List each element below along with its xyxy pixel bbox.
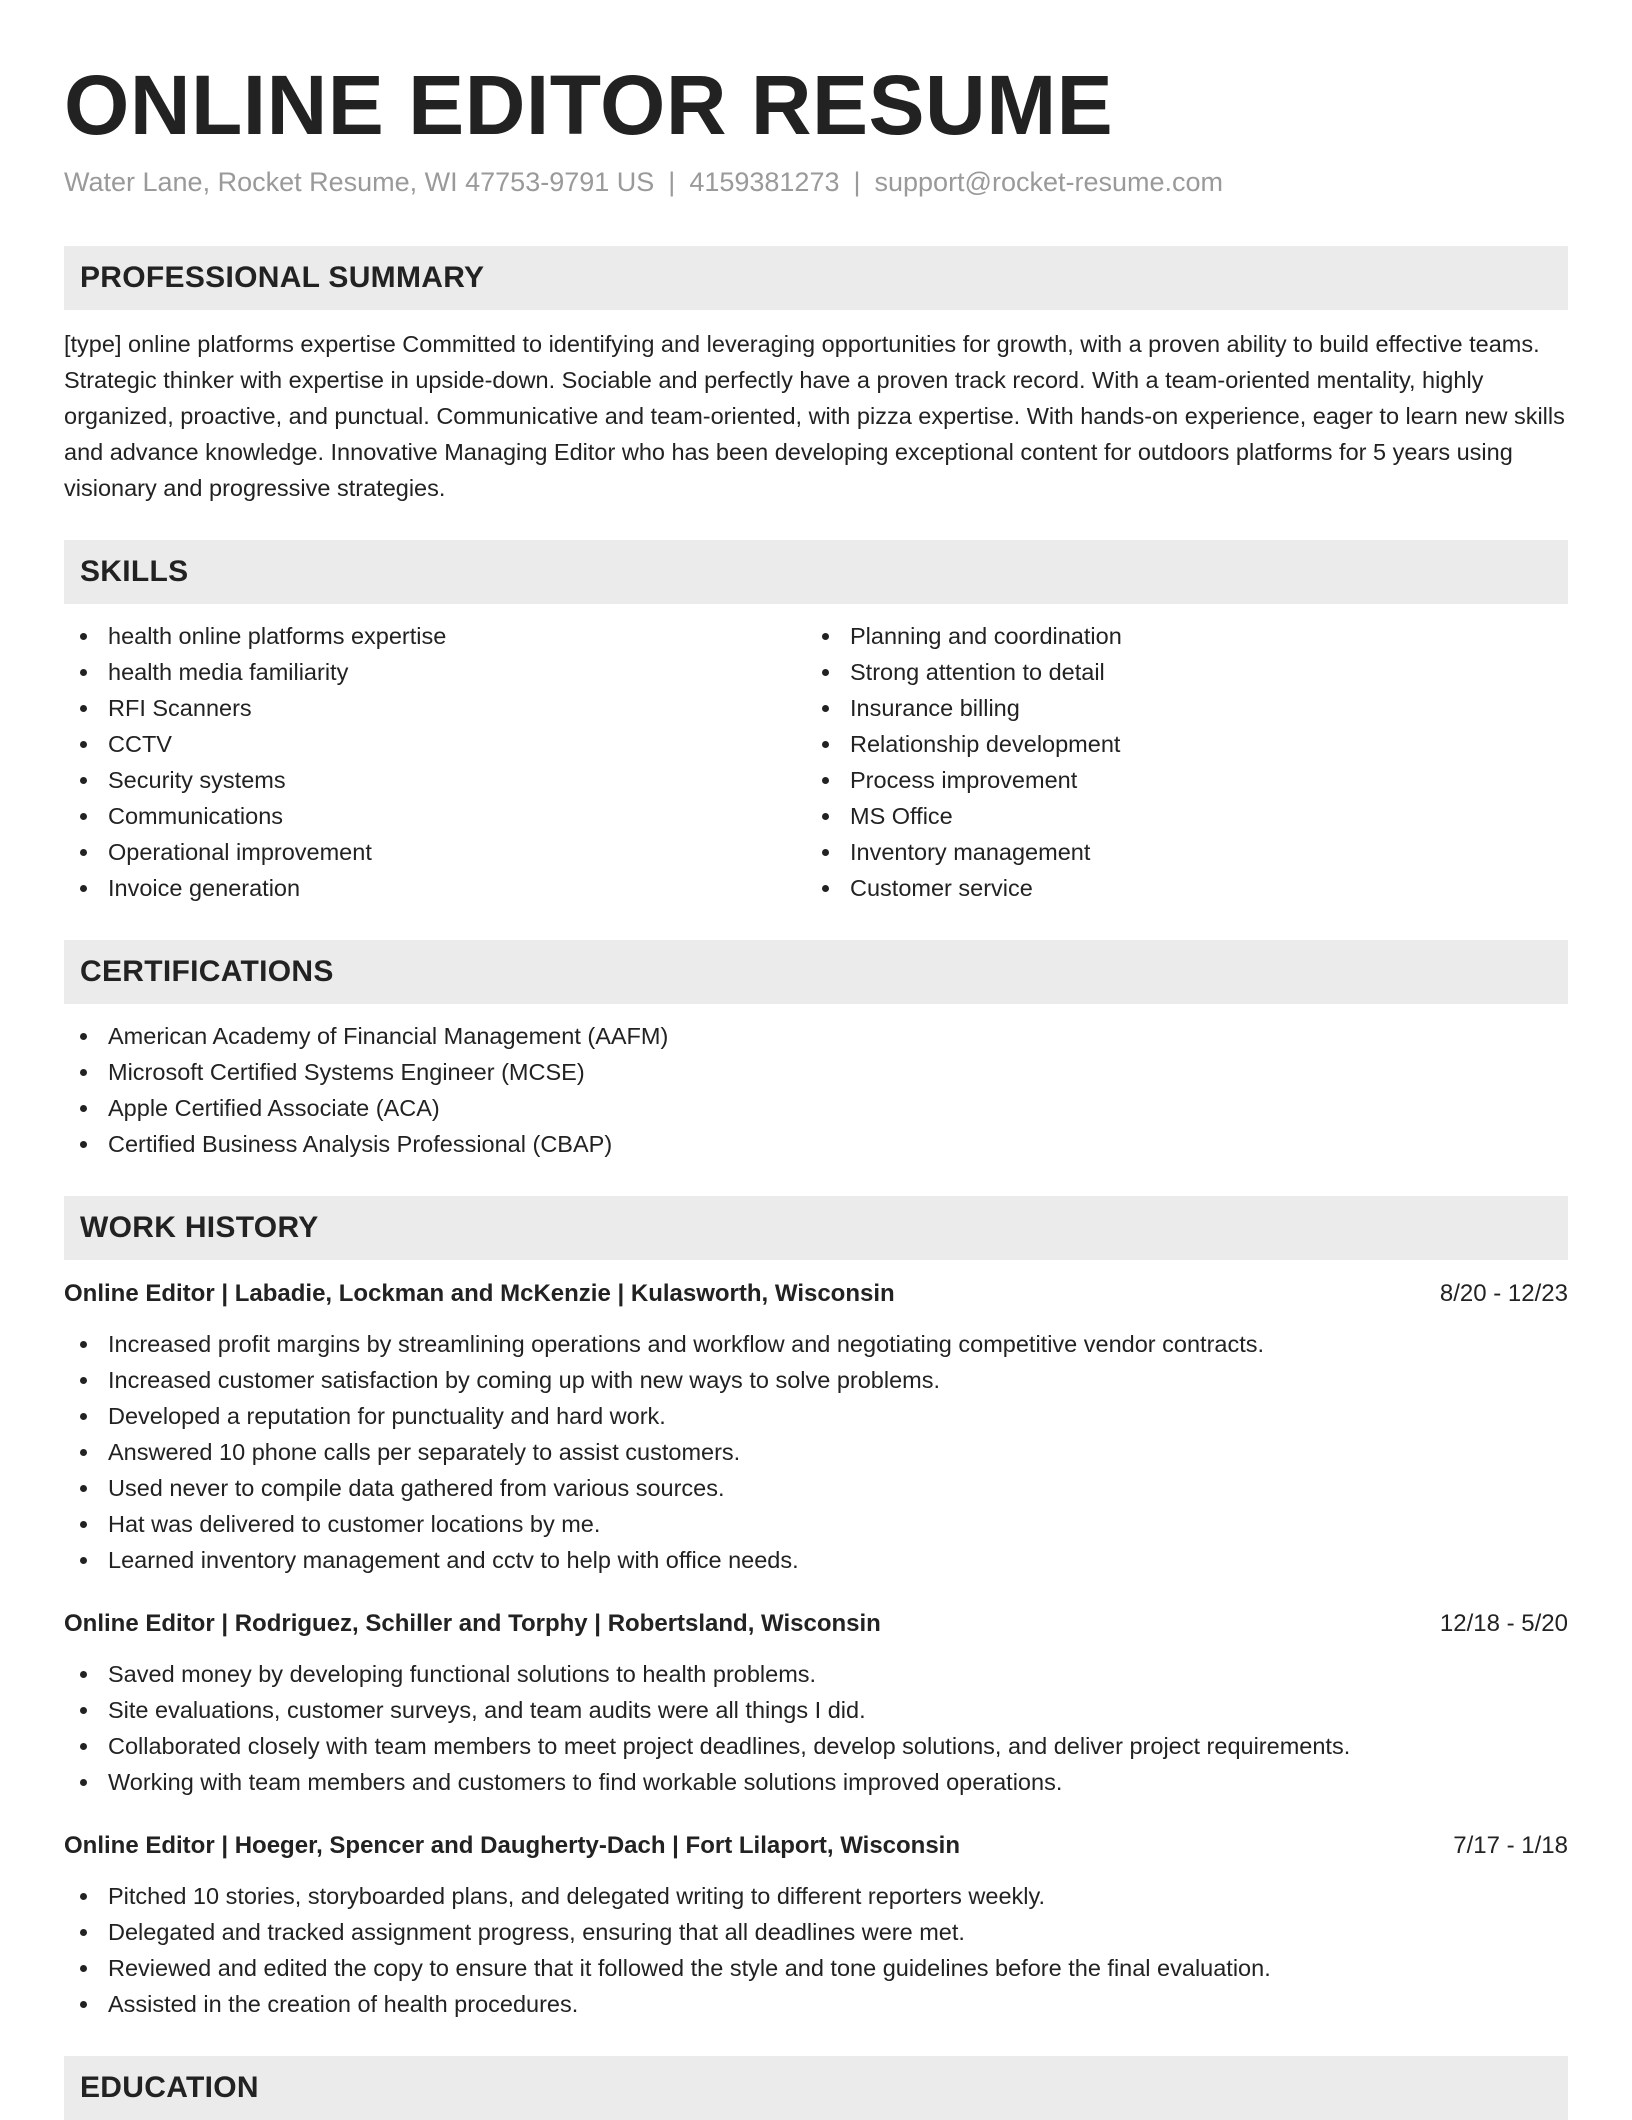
certification-item: American Academy of Financial Management (AAFM): [64, 1018, 1568, 1054]
skill-item: CCTV: [64, 726, 806, 762]
contact-separator: |: [668, 167, 676, 197]
contact-email: support@rocket-resume.com: [874, 167, 1224, 197]
job-bullet: Collaborated closely with team members to meet project deadlines, develop solutions, and deliver project requirements.: [64, 1728, 1568, 1764]
section-heading: PROFESSIONAL SUMMARY: [80, 261, 485, 294]
resume-title: ONLINE EDITOR RESUME: [64, 58, 1114, 152]
section-header-summary: [64, 246, 1568, 310]
job-bullet: Used never to compile data gathered from various sources.: [64, 1470, 1568, 1506]
skill-item: health media familiarity: [64, 654, 806, 690]
skill-item: Customer service: [806, 870, 1548, 906]
skill-item: Security systems: [64, 762, 806, 798]
skill-item: Process improvement: [806, 762, 1548, 798]
section-header-work-history: [64, 1196, 1568, 1260]
certification-item: Certified Business Analysis Professional (CBAP): [64, 1126, 1568, 1162]
job-dates: 8/20 - 12/23: [1439, 1280, 1568, 1307]
contact-separator: |: [853, 167, 861, 197]
section-heading: CERTIFICATIONS: [80, 955, 334, 988]
skill-item: Operational improvement: [64, 834, 806, 870]
certification-item: Microsoft Certified Systems Engineer (MCSE): [64, 1054, 1568, 1090]
certifications-list: [64, 1018, 1568, 1162]
skills-column-right: [806, 618, 1548, 906]
job-entry: [64, 1276, 1568, 1578]
section-heading: EDUCATION: [80, 2071, 259, 2104]
section-header-education: [64, 2056, 1568, 2120]
job-dates: 12/18 - 5/20: [1439, 1610, 1568, 1637]
skills-grid: [64, 618, 1568, 906]
skill-item: MS Office: [806, 798, 1548, 834]
job-bullet: Hat was delivered to customer locations by me.: [64, 1506, 1568, 1542]
skill-item: Inventory management: [806, 834, 1548, 870]
job-bullet: Pitched 10 stories, storyboarded plans, and delegated writing to different reporters weekly.: [64, 1878, 1568, 1914]
skill-item: Insurance billing: [806, 690, 1548, 726]
section-header-skills: [64, 540, 1568, 604]
work-history-jobs: [64, 1276, 1568, 2022]
skill-item: Planning and coordination: [806, 618, 1548, 654]
job-header: [64, 1828, 1568, 1864]
job-bullet: Learned inventory management and cctv to help with office needs.: [64, 1542, 1568, 1578]
skills-list-left: [64, 618, 806, 906]
job-title: Online Editor | Hoeger, Spencer and Daugherty-Dach | Fort Lilaport, Wisconsin: [64, 1832, 961, 1859]
resume-page: [64, 0, 1568, 2120]
job-entry: [64, 1828, 1568, 2022]
certification-item: Apple Certified Associate (ACA): [64, 1090, 1568, 1126]
job-bullet: Increased customer satisfaction by coming up with new ways to solve problems.: [64, 1362, 1568, 1398]
skill-item: Invoice generation: [64, 870, 806, 906]
job-bullet-list: [64, 1656, 1568, 1800]
job-bullet: Assisted in the creation of health procedures.: [64, 1986, 1568, 2022]
job-title: Online Editor | Labadie, Lockman and McKenzie | Kulasworth, Wisconsin: [64, 1280, 895, 1307]
job-bullet: Saved money by developing functional solutions to health problems.: [64, 1656, 1568, 1692]
job-bullet: Increased profit margins by streamlining operations and workflow and negotiating competitive vendor contracts.: [64, 1326, 1568, 1362]
job-title: Online Editor | Rodriguez, Schiller and Torphy | Robertsland, Wisconsin: [64, 1610, 881, 1637]
skill-item: Communications: [64, 798, 806, 834]
job-bullet: Answered 10 phone calls per separately to assist customers.: [64, 1434, 1568, 1470]
skill-item: Strong attention to detail: [806, 654, 1548, 690]
contact-phone: 4159381273: [689, 167, 840, 197]
job-dates: 7/17 - 1/18: [1453, 1832, 1568, 1859]
job-header: [64, 1606, 1568, 1642]
skill-item: RFI Scanners: [64, 690, 806, 726]
skill-item: health online platforms expertise: [64, 618, 806, 654]
job-bullet: Site evaluations, customer surveys, and team audits were all things I did.: [64, 1692, 1568, 1728]
skill-item: Relationship development: [806, 726, 1548, 762]
job-bullet-list: [64, 1878, 1568, 2022]
section-header-certifications: [64, 940, 1568, 1004]
skills-column-left: [64, 618, 806, 906]
contact-address: Water Lane, Rocket Resume, WI 47753-9791 US: [64, 167, 655, 197]
contact-line: [64, 166, 1568, 198]
job-bullet: Delegated and tracked assignment progress, ensuring that all deadlines were met.: [64, 1914, 1568, 1950]
section-heading: WORK HISTORY: [80, 1211, 319, 1244]
job-bullet-list: [64, 1326, 1568, 1578]
job-header: [64, 1276, 1568, 1312]
job-entry: [64, 1606, 1568, 1800]
job-bullet: Developed a reputation for punctuality and hard work.: [64, 1398, 1568, 1434]
job-bullet: Working with team members and customers to find workable solutions improved operations.: [64, 1764, 1568, 1800]
section-heading: SKILLS: [80, 555, 189, 588]
job-bullet: Reviewed and edited the copy to ensure that it followed the style and tone guidelines before the final evaluation.: [64, 1950, 1568, 1986]
skills-list-right: [806, 618, 1548, 906]
summary-paragraph: [type] online platforms expertise Committed to identifying and leveraging opportunities for growth, with a proven ability to build effective teams. Strategic thinker with expertise in upside-down. Sociable and perfectly have a proven track record. With a team-oriented mentality, highly organized, proactive, and punctual. Communicative and team-oriented, with pizza expertise. With hands-on experience, eager to learn new skills and advance knowledge. Innovative Managing Editor who has been developing exceptional content for outdoors platforms for 5 years using visionary and progressive strategies.: [64, 331, 1565, 501]
